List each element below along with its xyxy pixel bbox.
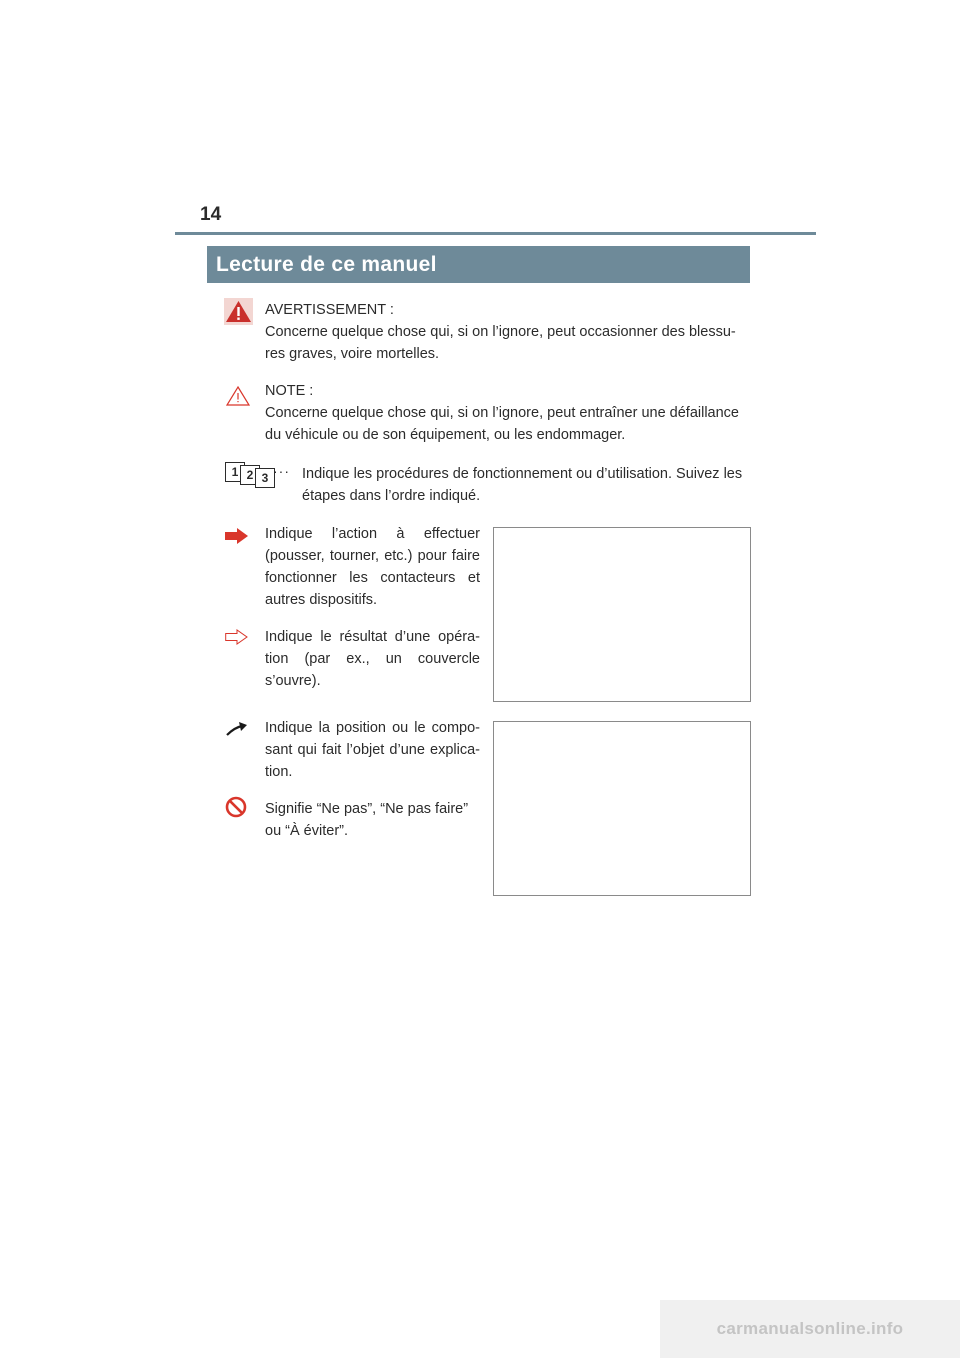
pointer-text <box>265 717 480 783</box>
warning-text <box>265 299 750 365</box>
action-text <box>265 523 480 611</box>
prohibited-sign-icon <box>225 796 247 818</box>
numbered-steps-icon <box>225 462 275 486</box>
result-line-1: Indique le résultat d’une opéra- <box>265 629 480 645</box>
pointer-line-2: sant qui fait l’objet d’une explica- <box>265 742 480 758</box>
pointer-line-1: Indique la position ou le compo- <box>265 720 480 736</box>
note-label: NOTE : <box>265 383 314 399</box>
prohibited-line-2: ou “À éviter”. <box>265 823 348 839</box>
warning-label: AVERTISSEMENT : <box>265 302 394 318</box>
note-line-1: Concerne quelque chose qui, si on l’ignore, peut entraîner une défaillance <box>265 405 739 421</box>
illustration-frame-1 <box>493 527 751 702</box>
steps-text <box>302 463 750 507</box>
warning-line-1: Concerne quelque chose qui, si on l’ignore, peut occasionner des blessu- <box>265 324 736 340</box>
result-line-2: tion (par ex., un couvercle <box>265 651 480 667</box>
page-number: 14 <box>200 204 222 225</box>
section-title: Lecture de ce manuel <box>207 246 750 283</box>
step-number-2: 2 <box>240 465 260 485</box>
steps-line-2: étapes dans l’ordre indiqué. <box>302 488 481 504</box>
pointer-line-3: tion. <box>265 764 293 780</box>
illustration-frame-2 <box>493 721 751 896</box>
outline-result-arrow-icon <box>225 629 248 645</box>
steps-separator: ··· <box>273 463 290 479</box>
caution-triangle-outline-icon <box>225 385 251 407</box>
header-rule <box>175 232 816 235</box>
step-number-1: 1 <box>225 462 245 482</box>
warning-line-2: res graves, voire mortelles. <box>265 346 440 362</box>
pointer-arrow-icon <box>226 721 248 737</box>
prohibited-line-1: Signifie “Ne pas”, “Ne pas faire” <box>265 801 469 817</box>
steps-line-1: Indique les procédures de fonctionnement ou d’utilisation. Suivez les <box>302 466 743 482</box>
action-line-4: autres dispositifs. <box>265 592 378 608</box>
warning-triangle-filled-icon <box>224 298 253 325</box>
prohibited-text <box>265 798 480 842</box>
step-number-3: 3 <box>255 468 275 488</box>
watermark: carmanualsonline.info <box>660 1300 960 1358</box>
red-action-arrow-icon <box>225 528 248 544</box>
note-line-2: du véhicule ou de son équipement, ou les endommager. <box>265 427 626 443</box>
note-text <box>265 380 750 446</box>
action-line-1: Indique l’action à effectuer <box>265 526 480 542</box>
result-line-3: s’ouvre). <box>265 673 321 689</box>
action-line-3: fonctionner les contacteurs et <box>265 570 480 586</box>
action-line-2: (pousser, tourner, etc.) pour faire <box>265 548 480 564</box>
result-text <box>265 626 480 692</box>
